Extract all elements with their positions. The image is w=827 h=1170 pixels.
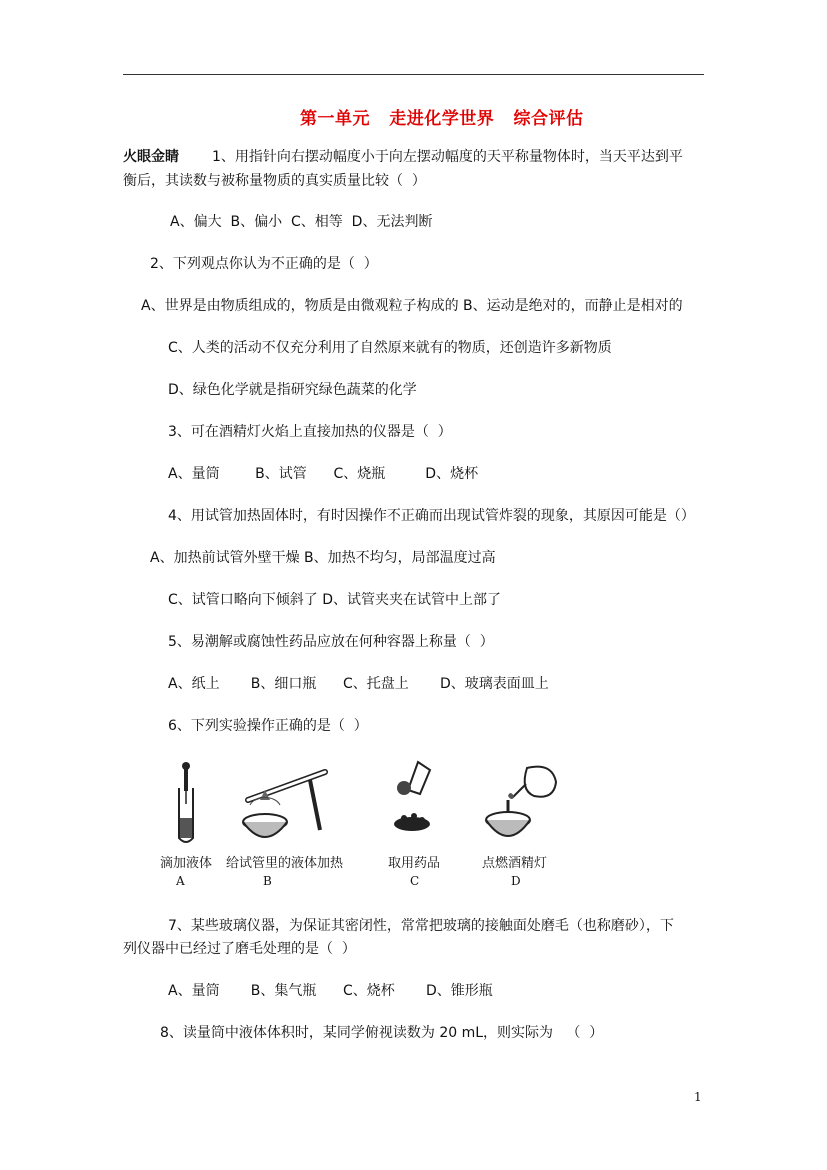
question-4-options-ab: A、加热前试管外壁干燥 B、加热不均匀，局部温度过高 — [150, 550, 496, 566]
figure-letter-d: D — [511, 874, 521, 888]
figure-letter-b: B — [263, 874, 272, 888]
question-1-options: A、偏大 B、偏小 C、相等 D、无法判断 — [170, 214, 433, 230]
question-5-options: A、纸上 B、细口瓶 C、托盘上 D、玻璃表面皿上 — [168, 676, 549, 692]
alcohol-lamp-lighting-illustration — [482, 760, 562, 850]
question-2-option-c: C、人类的活动不仅充分利用了自然原来就有的物质，还创造许多新物质 — [168, 340, 612, 356]
figure-lighting-lamp — [482, 760, 562, 854]
question-4: 4、用试管加热固体时，有时因操作不正确而出现试管炸裂的现象，其原因可能是（） — [168, 508, 695, 524]
figure-caption-d: 点燃酒精灯 — [482, 856, 548, 871]
page-number: 1 — [694, 1090, 702, 1104]
question-2: 2、下列观点你认为不正确的是（ ） — [150, 256, 378, 272]
question-7-options: A、量筒 B、集气瓶 C、烧杯 D、锥形瓶 — [168, 983, 493, 999]
question-4-options-cd: C、试管口略向下倾斜了 D、试管夹夹在试管中上部了 — [168, 592, 502, 608]
question-3-options: A、量筒 B、试管 C、烧瓶 D、烧杯 — [168, 466, 479, 482]
header-rule — [123, 74, 704, 75]
page-title: 第一单元 走进化学世界 综合评估 — [300, 109, 584, 129]
question-2-options-ab: A、世界是由物质组成的，物质是由微观粒子构成的 B、运动是绝对的，而静止是相对的 — [141, 298, 683, 314]
question-7-line-2: 列仪器中已经过了磨毛处理的是（ ） — [123, 941, 356, 957]
figure-letter-a: A — [176, 874, 185, 888]
question-3: 3、可在酒精灯火焰上直接加热的仪器是（ ） — [168, 424, 452, 440]
question-7-line-1: 7、某些玻璃仪器，为保证其密闭性，常常把玻璃的接触面处磨毛（也称磨砂），下 — [168, 918, 674, 934]
figure-caption-b: 给试管里的液体加热 — [226, 856, 344, 871]
section-label: 火眼金睛 — [123, 149, 179, 165]
question-1-line-1: 1、用指针向右摆动幅度小于向左摆动幅度的天平称量物体时，当天平达到平 — [212, 149, 683, 165]
figure-caption-a: 滴加液体 — [160, 856, 213, 871]
figure-dropping-liquid — [172, 760, 202, 850]
question-8: 8、读量筒中液体体积时，某同学俯视读数为 20 mL，则实际为 （ ） — [160, 1025, 604, 1041]
figure-caption-c: 取用药品 — [388, 856, 441, 871]
question-2-option-d: D、绿色化学就是指研究绿色蔬菜的化学 — [168, 382, 417, 398]
test-tube-heating-illustration — [230, 760, 340, 850]
question-1-line-2: 衡后，其读数与被称量物质的真实质量比较（ ） — [123, 173, 426, 189]
figure-letter-c: C — [410, 874, 420, 888]
hand-taking-chemical-illustration — [390, 760, 440, 840]
figure-heating-liquid — [230, 760, 340, 854]
question-6: 6、下列实验操作正确的是（ ） — [168, 718, 368, 734]
dropper-test-tube-illustration — [172, 760, 202, 846]
figure-taking-chemicals — [390, 760, 440, 844]
question-5: 5、易潮解或腐蚀性药品应放在何种容器上称量（ ） — [168, 634, 494, 650]
